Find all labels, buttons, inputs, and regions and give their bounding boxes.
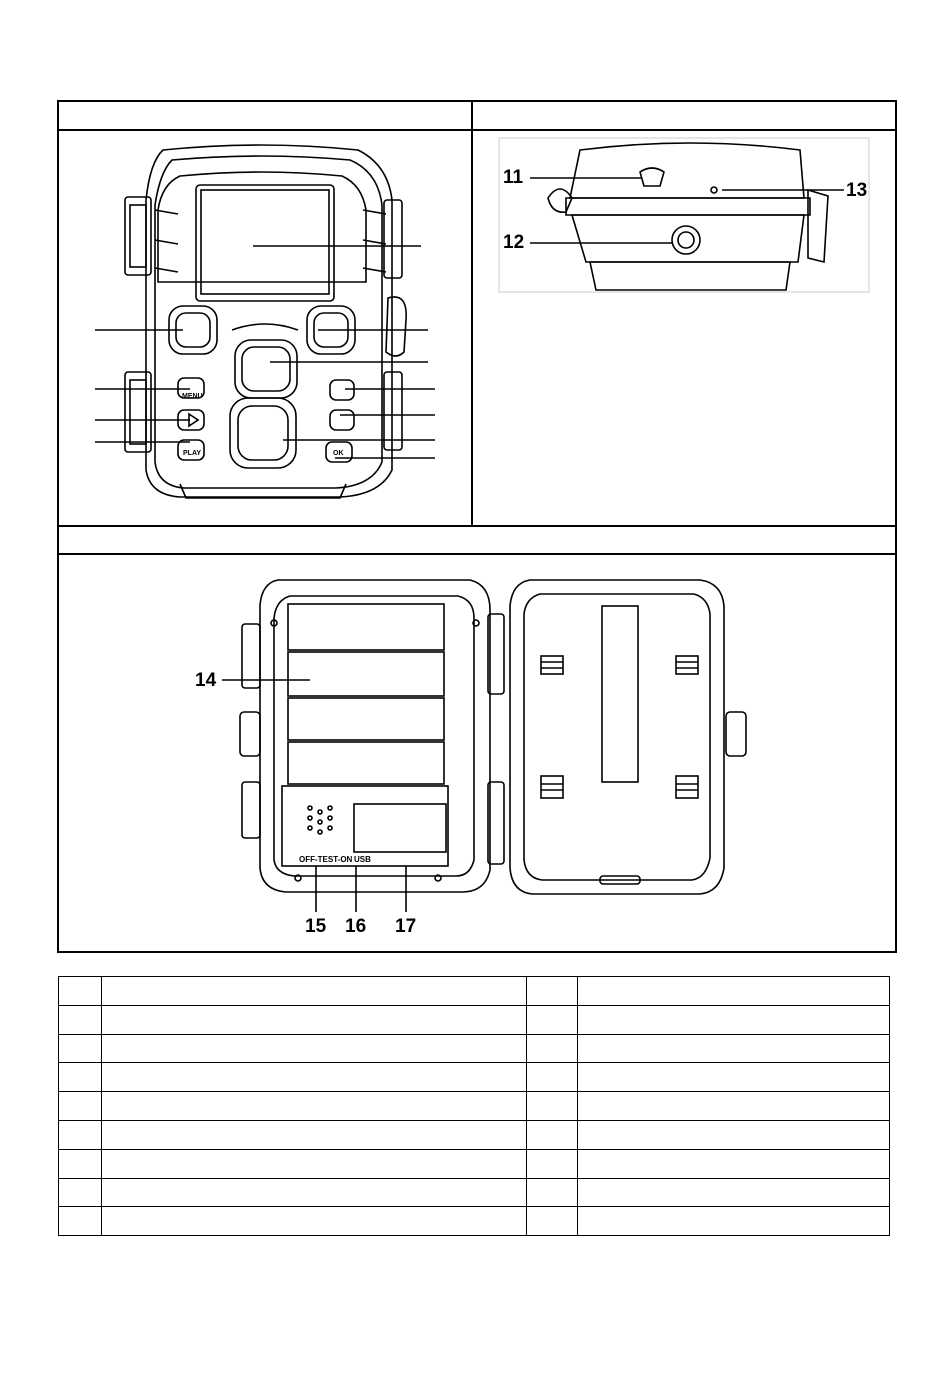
table-row: [59, 1207, 890, 1236]
callout-17: 17: [395, 916, 417, 937]
menu-label: MENU: [182, 393, 203, 400]
table-cell-d1: [102, 1005, 527, 1034]
parts-table: [58, 976, 890, 1236]
switch-label: OFF-TEST-ON: [299, 855, 353, 864]
table-cell-n1: [59, 1034, 102, 1063]
callout-16: 16: [345, 916, 367, 937]
table-cell-n1: [59, 1005, 102, 1034]
table-row: [59, 1092, 890, 1121]
table-row: [59, 1063, 890, 1092]
play-label: PLAY: [183, 450, 202, 457]
table-cell-n1: [59, 1178, 102, 1207]
table-cell-d1: [102, 977, 527, 1006]
callout-11: 11: [503, 167, 524, 188]
table-cell-n1: [59, 977, 102, 1006]
table-cell-d1: [102, 1120, 527, 1149]
table-cell-d2: [578, 1120, 890, 1149]
table-cell-n2: [527, 1149, 578, 1178]
table-cell-d1: [102, 1034, 527, 1063]
table-cell-d1: [102, 1178, 527, 1207]
table-cell-d2: [578, 1207, 890, 1236]
table-cell-n2: [527, 1034, 578, 1063]
table-cell-n1: [59, 1120, 102, 1149]
ok-label: OK: [333, 450, 344, 457]
table-cell-n1: [59, 1092, 102, 1121]
table-cell-n2: [527, 1063, 578, 1092]
table-cell-d1: [102, 1207, 527, 1236]
usb-label: USB: [354, 855, 371, 864]
table-cell-d2: [578, 1149, 890, 1178]
callout-13: 13: [846, 180, 868, 201]
table-row: [59, 1120, 890, 1149]
table-row: [59, 1149, 890, 1178]
table-cell-n2: [527, 1178, 578, 1207]
table-cell-n2: [527, 1207, 578, 1236]
table-row: [59, 977, 890, 1006]
table-cell-n1: [59, 1149, 102, 1178]
table-row: [59, 1178, 890, 1207]
callout-12: 12: [503, 232, 525, 253]
table-cell-d2: [578, 1063, 890, 1092]
table-cell-d2: [578, 977, 890, 1006]
table-row: [59, 1034, 890, 1063]
table-cell-d1: [102, 1149, 527, 1178]
table-cell-n2: [527, 1005, 578, 1034]
table-cell-n1: [59, 1207, 102, 1236]
table-row: [59, 1005, 890, 1034]
table-cell-d1: [102, 1063, 527, 1092]
table-cell-d2: [578, 1005, 890, 1034]
table-cell-d1: [102, 1092, 527, 1121]
table-cell-n2: [527, 1120, 578, 1149]
callout-14: 14: [195, 670, 217, 691]
callout-15: 15: [305, 916, 327, 937]
table-cell-d2: [578, 1034, 890, 1063]
table-cell-d2: [578, 1092, 890, 1121]
table-cell-d2: [578, 1178, 890, 1207]
table-cell-n2: [527, 977, 578, 1006]
table-cell-n2: [527, 1092, 578, 1121]
table-cell-n1: [59, 1063, 102, 1092]
